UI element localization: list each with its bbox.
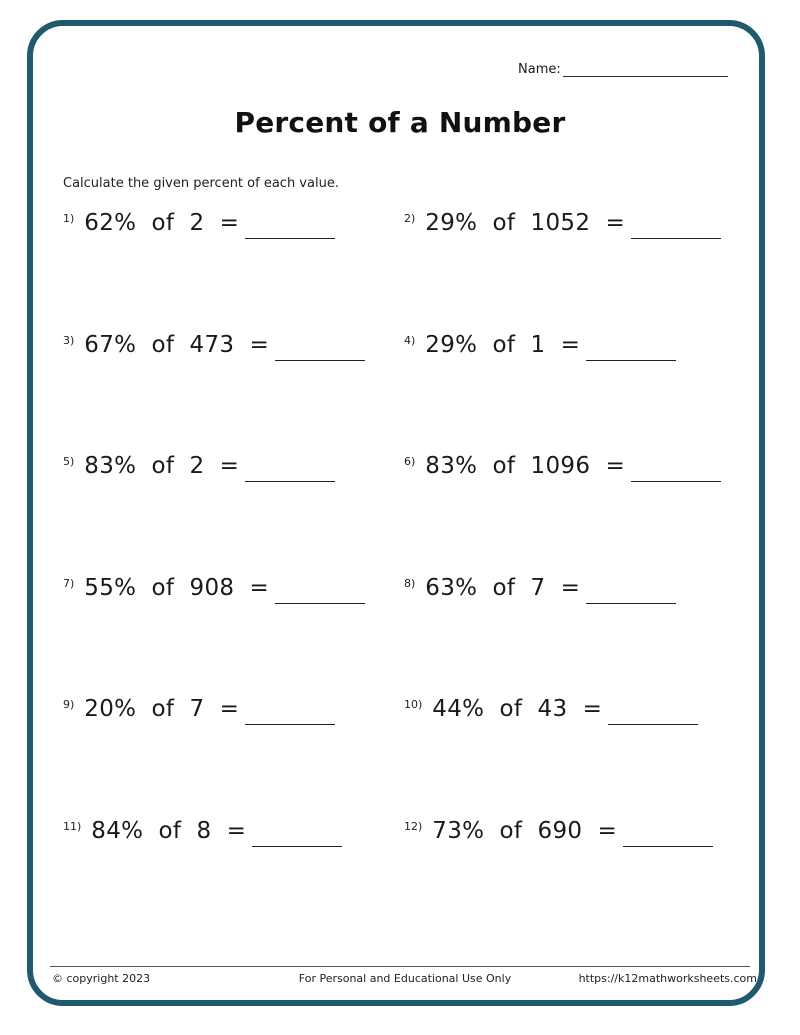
name-label: Name: [518, 62, 561, 77]
problem-expression: 44% of 43 = [432, 696, 603, 722]
problem-number: 6) [404, 455, 416, 468]
page-border [27, 20, 765, 1006]
answer-line[interactable] [275, 332, 365, 361]
name-field[interactable] [563, 62, 728, 77]
name-row [518, 62, 728, 77]
problem-expression: 20% of 7 = [84, 696, 240, 722]
problem-expression: 83% of 1096 = [425, 453, 626, 479]
problem-4 [404, 332, 676, 361]
problem-number: 2) [404, 212, 416, 225]
problem-number: 10) [404, 698, 423, 711]
answer-line[interactable] [275, 575, 365, 604]
problem-7 [63, 575, 365, 604]
answer-line[interactable] [631, 210, 721, 239]
answer-line[interactable] [245, 210, 335, 239]
instructions: Calculate the given percent of each value. [63, 176, 339, 191]
footer-usage: For Personal and Educational Use Only [298, 972, 512, 985]
problem-number: 9) [63, 698, 75, 711]
problem-expression: 62% of 2 = [84, 210, 240, 236]
page-title: Percent of a Number [234, 106, 566, 139]
problem-expression: 84% of 8 = [91, 818, 247, 844]
problem-expression: 55% of 908 = [84, 575, 270, 601]
problem-number: 5) [63, 455, 75, 468]
answer-line[interactable] [252, 818, 342, 847]
problem-number: 7) [63, 577, 75, 590]
problem-5 [63, 453, 335, 482]
problem-9 [63, 696, 335, 725]
problem-3 [63, 332, 365, 361]
answer-line[interactable] [245, 696, 335, 725]
problem-10 [404, 696, 698, 725]
problem-8 [404, 575, 676, 604]
answer-line[interactable] [586, 332, 676, 361]
footer-copyright: © copyright 2023 [52, 972, 151, 985]
problem-number: 12) [404, 820, 423, 833]
problem-2 [404, 210, 721, 239]
problem-number: 8) [404, 577, 416, 590]
problem-number: 4) [404, 334, 416, 347]
answer-line[interactable] [608, 696, 698, 725]
problem-6 [404, 453, 721, 482]
problem-number: 11) [63, 820, 82, 833]
problem-11 [63, 818, 342, 847]
footer-url[interactable]: https://k12mathworksheets.com [578, 972, 757, 985]
answer-line[interactable] [245, 453, 335, 482]
problem-expression: 83% of 2 = [84, 453, 240, 479]
problem-expression: 73% of 690 = [432, 818, 618, 844]
problem-1 [63, 210, 335, 239]
problem-number: 3) [63, 334, 75, 347]
problem-expression: 63% of 7 = [425, 575, 581, 601]
problem-number: 1) [63, 212, 75, 225]
footer-divider [50, 966, 750, 967]
answer-line[interactable] [586, 575, 676, 604]
answer-line[interactable] [623, 818, 713, 847]
answer-line[interactable] [631, 453, 721, 482]
problem-expression: 29% of 1052 = [425, 210, 626, 236]
problem-expression: 67% of 473 = [84, 332, 270, 358]
problem-expression: 29% of 1 = [425, 332, 581, 358]
problem-12 [404, 818, 713, 847]
